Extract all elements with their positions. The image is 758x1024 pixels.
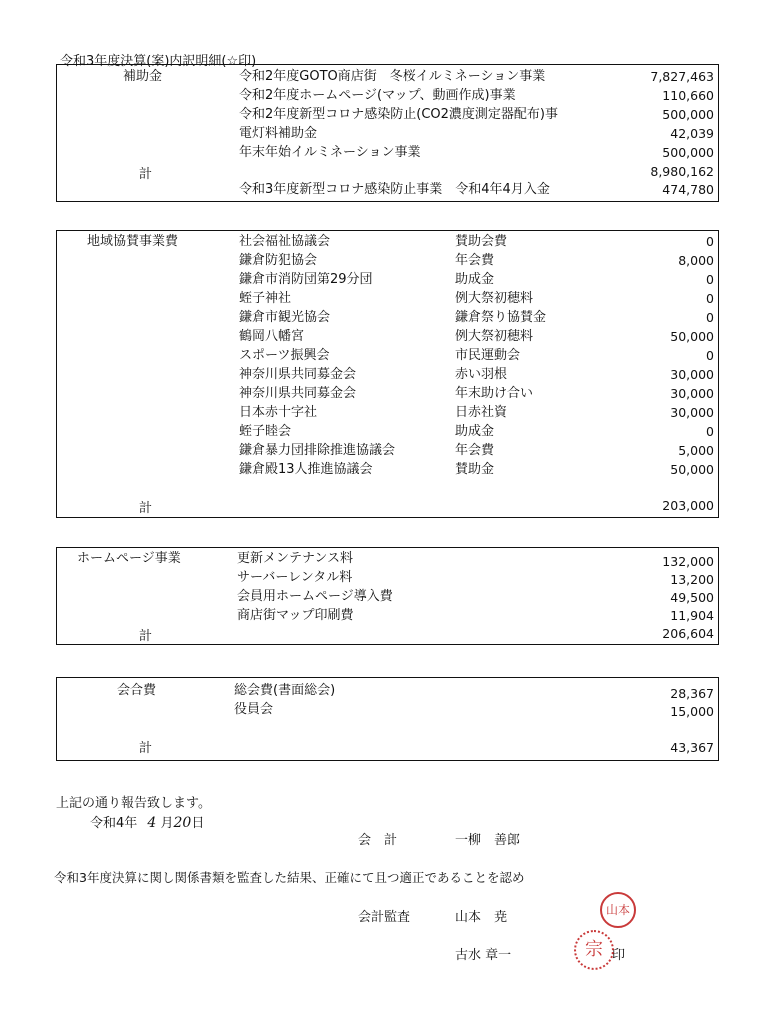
regional-type: 例大祭初穂料: [455, 329, 534, 344]
regional-org: 社会福祉協議会: [239, 234, 331, 249]
regional-type: 賛助金: [455, 462, 495, 477]
regional-type: 鎌倉祭り協賛金: [455, 310, 547, 325]
subsidy-section: [56, 64, 719, 202]
subsidy-item-name: 年末年始イルミネーション事業: [239, 145, 421, 160]
regional-org: 鎌倉市観光協会: [239, 310, 331, 325]
meeting-item-amount: 15,000: [670, 704, 714, 719]
homepage-item-amount: 49,500: [670, 590, 714, 605]
regional-org: 日本赤十字社: [239, 405, 318, 420]
meeting-total: 43,367: [670, 740, 714, 755]
homepage-item-amount: 13,200: [670, 572, 714, 587]
subsidy-item-name: 令和2年度GOTO商店街 冬桜イルミネーション事業: [239, 69, 546, 84]
regional-type: 助成金: [455, 424, 495, 439]
regional-type: 日赤社資: [455, 405, 508, 420]
regional-org: 神奈川県共同募金会: [239, 367, 357, 382]
date-prefix: 令和4年: [90, 816, 138, 831]
regional-amount: 5,000: [678, 443, 714, 458]
subsidy-extra-name: 令和3年度新型コロナ感染防止事業 令和4年4月入金: [239, 182, 550, 197]
regional-amount: 0: [706, 310, 714, 325]
regional-total-label: 計: [139, 501, 153, 516]
subsidy-item-name: 令和2年度新型コロナ感染防止(CO2濃度測定器配布)事: [239, 107, 558, 122]
homepage-item-amount: 132,000: [662, 554, 714, 569]
homepage-category: ホームページ事業: [77, 551, 181, 566]
report-date: [90, 812, 204, 831]
auditor-label: 会計監査: [358, 910, 411, 925]
seal1-text: 山本: [605, 903, 630, 917]
regional-amount: 0: [706, 348, 714, 363]
regional-org: 鎌倉市消防団第29分団: [239, 272, 373, 287]
subsidy-item-amount: 110,660: [662, 88, 714, 103]
regional-type: 赤い羽根: [455, 367, 508, 382]
homepage-section: [56, 547, 719, 645]
regional-amount: 0: [706, 234, 714, 249]
regional-amount: 8,000: [678, 253, 714, 268]
subsidy-extra-amount: 474,780: [662, 182, 714, 197]
homepage-item-name: 会員用ホームページ導入費: [237, 589, 393, 604]
auditor2-name: 古水 章一: [455, 948, 512, 963]
homepage-item-name: 商店街マップ印刷費: [237, 608, 354, 623]
seal2-text: 宗: [585, 939, 603, 960]
meeting-section: [56, 677, 719, 761]
meeting-item-amount: 28,367: [670, 686, 714, 701]
report-statement: 上記の通り報告致します。: [56, 796, 211, 811]
accountant-label: 会 計: [358, 833, 398, 848]
regional-amount: 0: [706, 272, 714, 287]
regional-section: [56, 230, 719, 518]
regional-amount: 30,000: [670, 386, 714, 401]
subsidy-item-amount: 7,827,463: [650, 69, 714, 84]
date-mid: 月: [160, 816, 174, 831]
regional-org: 神奈川県共同募金会: [239, 386, 357, 401]
subsidy-item-amount: 500,000: [662, 107, 714, 122]
regional-type: 賛助会費: [455, 234, 508, 249]
date-suffix: 日: [191, 816, 205, 831]
regional-type: 助成金: [455, 272, 495, 287]
date-month: 4: [147, 815, 157, 831]
homepage-total: 206,604: [662, 626, 714, 641]
regional-amount: 50,000: [670, 329, 714, 344]
regional-amount: 30,000: [670, 367, 714, 382]
regional-org: スポーツ振興会: [239, 348, 330, 363]
meeting-item-name: 総会費(書面総会): [234, 683, 336, 698]
regional-type: 年会費: [455, 443, 495, 458]
auditor1-name: 山本 尭: [455, 910, 508, 925]
meeting-total-label: 計: [139, 741, 153, 756]
seal-stamp-yamamoto: [600, 892, 636, 928]
regional-amount: 0: [706, 424, 714, 439]
regional-org: 鶴岡八幡宮: [239, 329, 305, 344]
regional-type: 年末助け合い: [455, 386, 534, 401]
regional-org: 鎌倉暴力団排除推進協議会: [239, 443, 396, 458]
subsidy-item-name: 電灯料補助金: [239, 126, 318, 141]
accountant-name: 一柳 善郎: [455, 833, 521, 848]
regional-amount: 0: [706, 291, 714, 306]
regional-org: 蛭子睦会: [239, 424, 292, 439]
seal-stamp-kosui: [574, 930, 614, 970]
regional-org: 鎌倉殿13人推進協議会: [239, 462, 373, 477]
regional-amount: 50,000: [670, 462, 714, 477]
date-day: 20: [173, 815, 192, 831]
seal-mark: 印: [612, 948, 626, 963]
regional-type: 例大祭初穂料: [455, 291, 534, 306]
homepage-item-name: サーバーレンタル料: [237, 570, 353, 585]
meeting-category: 会合費: [117, 683, 157, 698]
regional-org: 蛭子神社: [239, 291, 292, 306]
regional-total: 203,000: [662, 498, 714, 513]
meeting-item-name: 役員会: [234, 702, 274, 717]
homepage-total-label: 計: [139, 629, 153, 644]
regional-type: 年会費: [455, 253, 495, 268]
page-title: 令和3年度決算(案)内訳明細(☆印): [60, 54, 257, 69]
subsidy-category: 補助金: [123, 69, 163, 84]
subsidy-item-name: 令和2年度ホームページ(マップ、動画作成)事業: [239, 88, 516, 103]
subsidy-total-label: 計: [139, 167, 153, 182]
regional-category: 地域協賛事業費: [87, 234, 179, 249]
subsidy-total: 8,980,162: [650, 164, 714, 179]
homepage-item-name: 更新メンテナンス料: [237, 551, 353, 566]
subsidy-item-amount: 42,039: [670, 126, 714, 141]
regional-amount: 30,000: [670, 405, 714, 420]
regional-org: 鎌倉防犯協会: [239, 253, 318, 268]
regional-type: 市民運動会: [455, 348, 521, 363]
audit-statement: 令和3年度決算に関し関係書類を監査した結果、正確にて且つ適正であることを認め: [54, 870, 525, 885]
homepage-item-amount: 11,904: [670, 608, 714, 623]
subsidy-item-amount: 500,000: [662, 145, 714, 160]
